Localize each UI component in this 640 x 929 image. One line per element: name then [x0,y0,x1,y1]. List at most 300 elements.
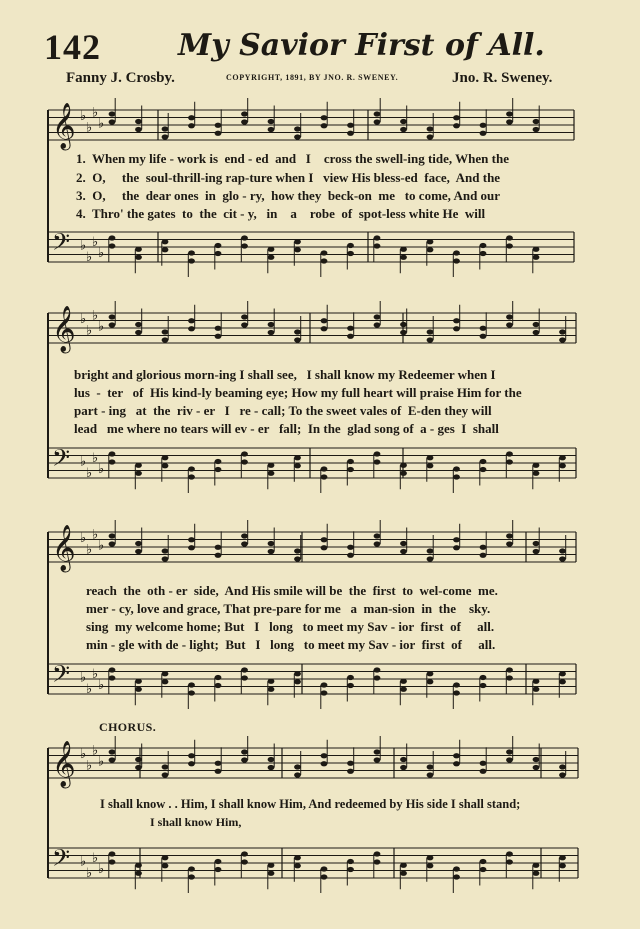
notehead [109,314,116,319]
notehead [109,675,116,680]
notehead [480,459,487,464]
bass-clef-icon: 𝄢 [52,660,71,693]
notehead [347,131,354,136]
verse-4-line-b: lead me where no tears will ev - er fall; In the glad song of a - ges I shall [74,421,499,436]
notehead [268,679,275,684]
notehead [533,679,540,684]
flat-sign-icon: ♭ [98,462,105,477]
notehead [400,871,407,876]
notehead [374,667,381,672]
notehead [294,126,301,131]
hymn-title: My Savior First of All. [178,28,545,63]
notehead [453,682,460,687]
notehead [559,337,566,342]
notehead [533,127,540,132]
notehead [321,326,328,331]
notehead [215,683,222,688]
notehead [135,127,142,132]
notehead [533,541,540,546]
notehead [135,765,142,770]
notehead [294,863,301,868]
notehead [268,255,275,260]
notehead [268,541,275,546]
flat-sign-icon: ♭ [98,246,105,261]
notehead [294,671,301,676]
notehead [135,863,142,868]
notehead [135,255,142,260]
flat-sign-icon: ♭ [98,116,105,132]
notehead [109,859,116,864]
notehead [559,863,566,868]
notehead [347,683,354,688]
notehead [215,769,222,774]
bass-clef-icon: 𝄢 [52,844,71,877]
notehead [480,761,487,766]
notehead [427,239,434,244]
notehead [188,874,195,879]
notehead [374,859,381,864]
copyright-notice: COPYRIGHT, 1891, BY JNO. R. SWENEY. [226,73,399,82]
treble-clef-icon: 𝄞 [52,103,76,149]
notehead [215,859,222,864]
notehead [427,772,434,777]
notehead [506,541,513,546]
notehead [533,322,540,327]
notehead [400,119,407,124]
notehead [294,772,301,777]
notehead [506,243,513,248]
notehead [453,258,460,263]
notehead [135,549,142,554]
notehead [427,863,434,868]
notehead [215,553,222,558]
notehead [188,318,195,323]
notehead [188,545,195,550]
notehead [294,337,301,342]
notehead [374,243,381,248]
verse-3-line-c: sing my welcome home; But I long to meet my Sav - ior first of all. [86,619,495,634]
notehead [374,749,381,754]
notehead [559,679,566,684]
notehead [374,675,381,680]
bass-clef-icon: 𝄢 [52,228,71,261]
notehead [480,859,487,864]
flat-sign-icon: ♭ [80,670,87,686]
notehead [400,463,407,468]
notehead [453,761,460,766]
notehead [347,459,354,464]
notehead [188,250,195,255]
notehead [400,679,407,684]
notehead [533,549,540,554]
notehead [506,235,513,240]
notehead [400,541,407,546]
notehead [321,474,328,479]
flat-sign-icon: ♭ [98,678,105,693]
notehead [559,329,566,334]
notehead [400,757,407,762]
notehead [533,863,540,868]
flat-sign-icon: ♭ [86,681,93,697]
notehead [268,549,275,554]
notehead [268,322,275,327]
notehead [135,463,142,468]
notehead [188,115,195,120]
notehead [215,243,222,248]
notehead [162,455,169,460]
notehead [268,463,275,468]
notehead [241,757,248,762]
notehead [480,334,487,339]
notehead [162,863,169,868]
notehead [506,111,513,116]
notehead [294,764,301,769]
notehead [427,455,434,460]
notehead [347,251,354,256]
notehead [374,533,381,538]
flat-sign-icon: ♭ [98,862,105,877]
notehead [162,463,169,468]
notehead [453,690,460,695]
flat-sign-icon: ♭ [80,238,87,254]
notehead [427,671,434,676]
notehead [135,871,142,876]
hymn-number: 142 [44,27,101,67]
flat-sign-icon: ♭ [98,538,105,554]
notehead [109,667,116,672]
verse-2-line-b: lus - ter of His kind-ly beaming eye; How my full heart will praise Him for the [74,385,522,400]
notehead [109,111,116,116]
notehead [268,471,275,476]
notehead [109,459,116,464]
notehead [374,314,381,319]
notehead [162,764,169,769]
notehead [453,874,460,879]
notehead [135,471,142,476]
notehead [427,679,434,684]
flat-sign-icon: ♭ [98,319,105,335]
notehead [559,556,566,561]
notehead [215,761,222,766]
notehead [453,537,460,542]
notehead [321,690,328,695]
notehead [109,757,116,762]
chorus-bass-lyrics: I shall know Him, [150,815,242,829]
notehead [533,687,540,692]
notehead [162,247,169,252]
notehead [294,548,301,553]
notehead [480,553,487,558]
notehead [162,134,169,139]
notehead [241,322,248,327]
lyricist-credit: Fanny J. Crosby. [66,70,175,86]
notehead [321,250,328,255]
notehead [162,239,169,244]
notehead [559,855,566,860]
notehead [241,243,248,248]
notehead [241,859,248,864]
notehead [480,675,487,680]
notehead [321,866,328,871]
verse-3-line-a: 3. O, the dear ones in glo - ry, how they beck-on me to come, And our [76,188,501,203]
notehead [268,330,275,335]
notehead [321,123,328,128]
notehead [427,134,434,139]
notehead [188,753,195,758]
notehead [374,541,381,546]
notehead [215,334,222,339]
flat-sign-icon: ♭ [86,465,93,481]
notehead [480,123,487,128]
notehead [533,765,540,770]
notehead [321,753,328,758]
notehead [188,537,195,542]
notehead [109,235,116,240]
notehead [374,451,381,456]
notehead [215,467,222,472]
notehead [453,753,460,758]
notehead [109,451,116,456]
notehead [109,749,116,754]
notehead [268,119,275,124]
notehead [427,548,434,553]
notehead [347,769,354,774]
notehead [559,455,566,460]
notehead [188,466,195,471]
notehead [321,466,328,471]
notehead [533,119,540,124]
notehead [506,675,513,680]
notehead [135,687,142,692]
notehead [533,247,540,252]
notehead [506,851,513,856]
chorus-soprano-lyrics: I shall know . . Him, I shall know Him, And redeemed by His side I shall stand; [100,797,521,811]
notehead [109,322,116,327]
composer-credit: Jno. R. Sweney. [452,70,553,86]
notehead [453,250,460,255]
notehead [374,757,381,762]
notehead [241,541,248,546]
treble-clef-icon: 𝄞 [52,306,76,352]
notehead [215,251,222,256]
flat-sign-icon: ♭ [86,758,93,774]
notehead [215,123,222,128]
flat-sign-icon: ♭ [86,120,93,136]
notehead [162,556,169,561]
notehead [400,247,407,252]
notehead [215,867,222,872]
notehead [135,679,142,684]
notehead [188,690,195,695]
notehead [506,859,513,864]
notehead [215,326,222,331]
flat-sign-icon: ♭ [80,312,87,327]
notehead [374,322,381,327]
notehead [268,863,275,868]
notehead [506,314,513,319]
notehead [294,556,301,561]
notehead [241,667,248,672]
notehead [241,749,248,754]
notehead [506,749,513,754]
notehead [453,466,460,471]
notehead [294,455,301,460]
flat-sign-icon: ♭ [92,234,99,250]
notehead [559,463,566,468]
notehead [374,111,381,116]
notehead [533,871,540,876]
notehead [400,330,407,335]
notehead [427,329,434,334]
notehead [480,683,487,688]
notehead [453,326,460,331]
notehead [241,119,248,124]
notehead [241,459,248,464]
notehead [400,255,407,260]
flat-sign-icon: ♭ [80,854,87,870]
notehead [241,451,248,456]
verse-3-line-b: part - ing at the riv - er I re - call; To the sweet vales of E-den they will [74,403,492,418]
notehead [241,675,248,680]
notehead [162,772,169,777]
notehead [109,119,116,124]
notehead [268,687,275,692]
treble-clef-icon: 𝄞 [52,741,76,787]
notehead [268,871,275,876]
notehead [374,235,381,240]
notehead [321,761,328,766]
chorus-label: CHORUS. [99,720,157,734]
flat-sign-icon: ♭ [86,249,93,265]
notehead [427,855,434,860]
notehead [241,851,248,856]
flat-sign-icon: ♭ [86,865,93,881]
notehead [215,459,222,464]
notehead [347,123,354,128]
verse-2-line-a: 2. O, the soul-thrill-ing rap-ture when I view His bless-ed face, And the [76,170,501,185]
notehead [241,533,248,538]
notehead [188,258,195,263]
treble-clef-icon: 𝄞 [52,525,76,571]
notehead [347,553,354,558]
notehead [294,134,301,139]
notehead [321,258,328,263]
notehead [188,682,195,687]
notehead [533,255,540,260]
notehead [506,533,513,538]
notehead [506,667,513,672]
notehead [506,459,513,464]
notehead [162,548,169,553]
notehead [480,251,487,256]
notehead [480,467,487,472]
notehead [321,545,328,550]
notehead [294,855,301,860]
notehead [294,247,301,252]
notehead [162,679,169,684]
notehead [109,533,116,538]
flat-sign-icon: ♭ [80,454,87,470]
notehead [135,247,142,252]
notehead [321,874,328,879]
notehead [268,127,275,132]
notehead [506,757,513,762]
notehead [533,330,540,335]
notehead [427,247,434,252]
notehead [162,337,169,342]
notehead [400,687,407,692]
notehead [268,765,275,770]
flat-sign-icon: ♭ [86,323,93,339]
notehead [374,459,381,464]
flat-sign-icon: ♭ [92,666,99,682]
verse-1-line-c: reach the oth - er side, And His smile will be the first to wel-come me. [86,583,498,598]
notehead [294,239,301,244]
notehead [559,772,566,777]
notehead [480,131,487,136]
notehead [109,541,116,546]
flat-sign-icon: ♭ [98,754,105,770]
notehead [294,463,301,468]
notehead [400,863,407,868]
notehead [480,243,487,248]
notehead [188,326,195,331]
notehead [321,537,328,542]
notehead [135,119,142,124]
notehead [400,322,407,327]
verse-4-line-c: min - gle with de - light; But I long to meet my Sav - ior first of all. [86,637,496,652]
notehead [480,545,487,550]
notehead [374,119,381,124]
notehead [480,867,487,872]
notehead [347,545,354,550]
notehead [347,675,354,680]
notehead [321,682,328,687]
notehead [347,867,354,872]
notehead [533,471,540,476]
notehead [241,111,248,116]
notehead [427,764,434,769]
notehead [533,463,540,468]
notehead [480,769,487,774]
notehead [188,866,195,871]
notehead [162,671,169,676]
notehead [559,548,566,553]
notehead [427,463,434,468]
flat-sign-icon: ♭ [80,531,87,546]
notehead [215,131,222,136]
flat-sign-icon: ♭ [92,527,99,543]
notehead [188,761,195,766]
verse-4-line-a: 4. Thro' the gates to the cit - y, in a robe of spot-less white He will [76,206,486,221]
notehead [268,757,275,762]
notehead [347,761,354,766]
flat-sign-icon: ♭ [86,542,93,558]
notehead [453,318,460,323]
notehead [400,549,407,554]
notehead [453,545,460,550]
notehead [321,115,328,120]
notehead [268,247,275,252]
notehead [347,243,354,248]
notehead [294,329,301,334]
notehead [347,334,354,339]
notehead [400,127,407,132]
flat-sign-icon: ♭ [92,308,99,324]
notehead [480,326,487,331]
notehead [188,123,195,128]
notehead [215,545,222,550]
